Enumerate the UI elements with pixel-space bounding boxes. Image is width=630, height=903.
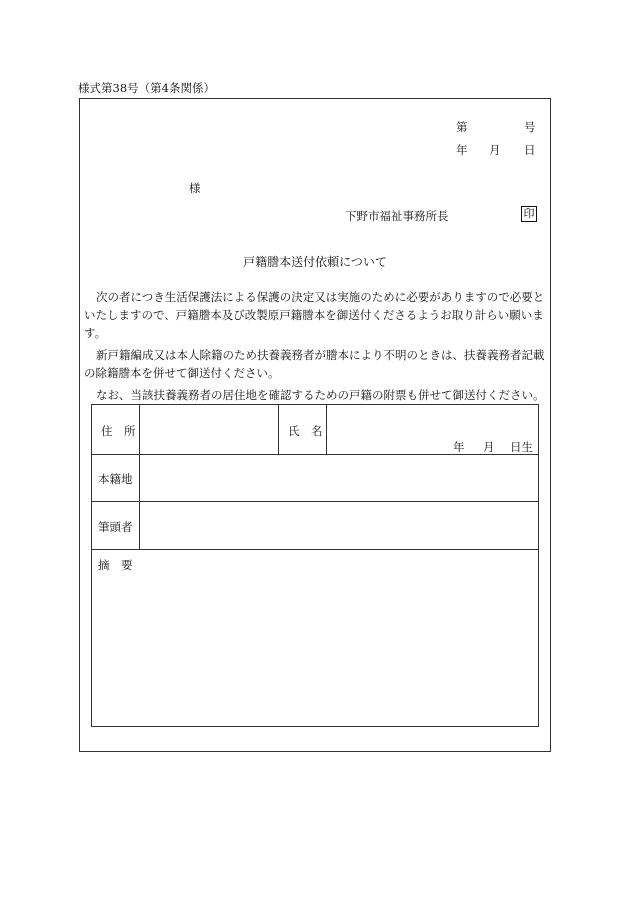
date-month-label: 月 — [489, 143, 501, 157]
address-label: 住 所 — [101, 424, 136, 438]
remarks-value-cell[interactable] — [140, 551, 538, 723]
body-paragraph-3 — [84, 386, 550, 404]
document-title: 戸籍謄本送付依頼について — [243, 255, 387, 269]
seal-stamp-box: 印 — [521, 206, 537, 222]
family-head-label: 筆頭者 — [98, 520, 133, 534]
body-paragraph-2-text: 新戸籍編成又は本人除籍のため扶養義務者が謄本により不明のときは、扶養義務者記載の除籍謄本を併せて御送付ください。 — [84, 348, 545, 380]
name-value-cell[interactable] — [327, 406, 537, 453]
birth-day-label: 日生 — [510, 440, 533, 454]
date-day-label: 日 — [524, 143, 536, 157]
body-paragraph-3-text: なお、当該扶養義務者の居住地を確認するための戸籍の附票も併せて御送付ください。 — [96, 388, 545, 402]
table-column-divider — [278, 405, 279, 454]
birth-month-label: 月 — [483, 440, 495, 454]
name-label: 氏 名 — [288, 424, 323, 438]
body-paragraph-1-text: 次の者につき生活保護法による保護の決定又は実施のために必要がありますので必要といたしますので、戸籍謄本及び改製原戸籍謄本を御送付くださるようお取り計らい願います。 — [84, 290, 545, 340]
address-value-cell[interactable] — [140, 406, 277, 453]
addressee-honorific: 様 — [189, 181, 201, 195]
remarks-label: 摘 要 — [98, 558, 133, 572]
document-number-prefix: 第 — [456, 120, 468, 134]
birth-year-label: 年 — [453, 440, 465, 454]
date-year-label: 年 — [456, 143, 468, 157]
body-paragraph-2 — [84, 346, 550, 382]
sender-title: 下野市福祉事務所長 — [345, 209, 449, 223]
form-number-label: 様式第38号（第4条関係） — [78, 81, 215, 95]
domicile-value-cell[interactable] — [140, 455, 538, 500]
document-number-suffix: 号 — [524, 120, 536, 134]
table-row-divider — [92, 549, 538, 550]
family-head-value-cell[interactable] — [140, 502, 538, 548]
body-paragraph-1 — [84, 288, 550, 342]
domicile-label: 本籍地 — [98, 472, 133, 486]
subject-info-table — [91, 404, 539, 727]
